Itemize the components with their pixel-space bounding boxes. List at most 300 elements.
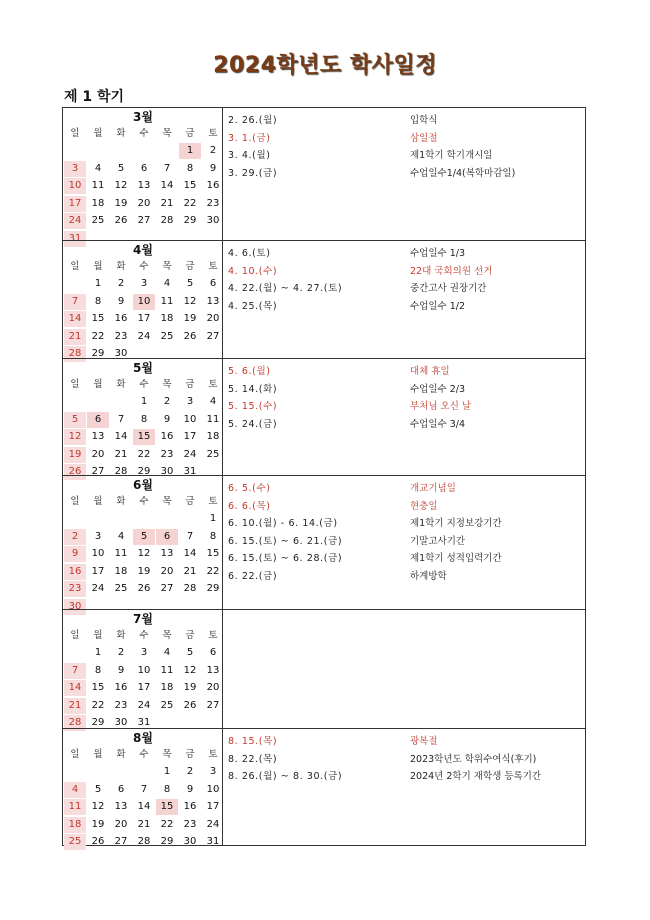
event-row — [228, 245, 583, 263]
weekday-label: 화 — [116, 379, 126, 390]
calendar-day: 13 — [206, 664, 220, 676]
event-text: 22대 국회의원 선거 — [410, 265, 493, 277]
calendar-day: 22 — [183, 197, 197, 209]
event-date: 6. 5.(수) — [228, 483, 271, 494]
calendar-day: 17 — [64, 196, 86, 212]
event-row — [228, 298, 583, 316]
month-title: 8월 — [133, 731, 153, 745]
calendar-day: 19 — [114, 197, 128, 209]
month-calendar — [63, 610, 223, 728]
calendar-day: 25 — [64, 834, 86, 850]
calendar-day: 18 — [206, 431, 220, 443]
calendar-day: 29 — [91, 348, 105, 360]
calendar-day: 14 — [137, 801, 151, 813]
calendar-day: 29 — [206, 583, 220, 595]
calendar-day: 2 — [186, 766, 194, 777]
calendar-day: 20 — [206, 682, 220, 694]
calendar-day: 29 — [160, 836, 174, 848]
calendar-day: 15 — [206, 548, 220, 560]
calendar-day: 8 — [186, 162, 194, 174]
calendar-day: 14 — [64, 311, 86, 327]
calendar-day: 26 — [91, 836, 105, 848]
month-block — [63, 108, 585, 244]
calendar-day: 5 — [117, 162, 125, 174]
calendar-day: 31 — [183, 466, 197, 478]
event-list — [228, 733, 583, 786]
calendar-day: 17 — [206, 801, 220, 813]
calendar-day: 2 — [117, 278, 125, 289]
event-text: 수업일수1/4(복학마감일) — [410, 167, 516, 179]
calendar-day: 14 — [183, 548, 197, 560]
event-text: 대체 휴일 — [410, 366, 450, 377]
calendar-day: 26 — [137, 583, 151, 595]
weekday-label: 일 — [70, 261, 80, 272]
calendar-day: 17 — [91, 565, 105, 577]
weekday-label: 금 — [185, 128, 195, 139]
calendar-day: 20 — [91, 448, 105, 460]
calendar-day: 22 — [137, 448, 151, 460]
month-title: 6월 — [133, 478, 153, 492]
weekday-label: 목 — [162, 630, 172, 641]
calendar-day: 13 — [206, 295, 220, 307]
month-calendar — [63, 359, 223, 478]
weekday-label: 일 — [70, 630, 80, 641]
calendar-day: 8 — [163, 783, 171, 795]
calendar-day: 6 — [209, 647, 217, 658]
event-date: 8. 26.(월) ~ 8. 30.(금) — [228, 771, 343, 782]
calendar-day: 31 — [206, 836, 220, 848]
event-text: 삼일절 — [410, 132, 438, 144]
event-text: 제1학기 지정보강기간 — [410, 518, 502, 529]
calendar-day: 8 — [209, 530, 217, 542]
calendar-day: 27 — [160, 583, 174, 595]
calendar-day: 15 — [133, 429, 155, 445]
calendar-day: 19 — [64, 447, 86, 463]
calendar-day: 9 — [186, 783, 194, 795]
calendar-day: 11 — [160, 664, 174, 676]
event-row — [228, 130, 583, 148]
weekday-label: 목 — [162, 496, 172, 507]
weekday-label: 수 — [139, 749, 149, 760]
weekday-label: 월 — [93, 496, 103, 507]
weekday-label: 월 — [93, 261, 103, 272]
calendar-day: 7 — [186, 530, 194, 542]
event-row — [228, 768, 583, 786]
calendar-day: 23 — [183, 818, 197, 830]
calendar-day: 14 — [64, 680, 86, 696]
calendar-day: 25 — [206, 448, 220, 460]
event-text: 수업일수 1/3 — [410, 248, 466, 259]
event-date: 6. 22.(금) — [228, 570, 278, 582]
calendar-day: 18 — [160, 682, 174, 694]
calendar-day: 12 — [137, 548, 151, 560]
calendar-day: 19 — [91, 818, 105, 830]
weekday-label: 수 — [139, 128, 149, 139]
calendar-day: 12 — [64, 429, 86, 445]
event-row — [228, 550, 583, 568]
schedule-table — [62, 107, 586, 846]
calendar-day: 16 — [160, 431, 174, 443]
event-date: 4. 10.(수) — [228, 265, 278, 277]
month-calendar — [63, 108, 223, 244]
calendar-day: 23 — [160, 448, 174, 460]
month-title: 7월 — [133, 612, 153, 626]
event-date: 4. 25.(목) — [228, 300, 278, 312]
weekday-label: 화 — [116, 630, 126, 641]
calendar-day: 24 — [91, 583, 105, 595]
calendar-day: 6 — [87, 412, 109, 428]
weekday-label: 금 — [185, 749, 195, 760]
calendar-day: 9 — [209, 162, 217, 174]
calendar-day: 17 — [137, 682, 151, 694]
calendar-day: 2 — [209, 145, 217, 156]
calendar-day: 10 — [183, 413, 197, 425]
calendar-day: 1 — [209, 513, 217, 524]
event-date: 3. 1.(금) — [228, 132, 271, 144]
calendar-day: 24 — [183, 448, 197, 460]
weekday-label: 금 — [185, 379, 195, 390]
calendar-day: 5 — [94, 783, 102, 795]
event-row — [228, 416, 583, 434]
event-row — [228, 533, 583, 551]
calendar-day: 15 — [183, 180, 197, 192]
event-date: 3. 4.(월) — [228, 150, 271, 161]
calendar-day: 1 — [179, 143, 201, 159]
event-text: 입학식 — [410, 115, 438, 126]
calendar-day: 7 — [163, 162, 171, 174]
calendar-day: 21 — [160, 197, 174, 209]
calendar-day: 26 — [183, 330, 197, 342]
calendar-day: 20 — [114, 818, 128, 830]
calendar-day: 14 — [160, 180, 174, 192]
event-text: 개교기념일 — [410, 483, 456, 494]
calendar-day: 30 — [206, 215, 220, 227]
weekday-label: 토 — [208, 379, 218, 390]
calendar-day: 3 — [94, 530, 102, 542]
calendar-day: 30 — [183, 836, 197, 848]
calendar-day: 10 — [206, 783, 220, 795]
calendar-day: 3 — [186, 396, 194, 407]
weekday-label: 금 — [185, 630, 195, 641]
semester-heading: 제 1 학기 — [64, 89, 125, 105]
event-date: 5. 14.(화) — [228, 383, 278, 395]
event-row — [228, 515, 583, 533]
calendar-day: 19 — [137, 565, 151, 577]
calendar-day: 16 — [114, 313, 128, 325]
weekday-label: 화 — [116, 749, 126, 760]
calendar-day: 7 — [117, 413, 125, 425]
event-text: 제1학기 성적입력기간 — [410, 553, 502, 564]
event-row — [228, 165, 583, 183]
calendar-day: 26 — [114, 215, 128, 227]
calendar-day: 21 — [183, 565, 197, 577]
calendar-day: 1 — [94, 647, 102, 658]
weekday-label: 토 — [208, 128, 218, 139]
event-text: 2024년 2학기 재학생 등록기간 — [410, 771, 542, 782]
weekday-label: 목 — [162, 261, 172, 272]
month-calendar — [63, 476, 223, 612]
calendar-day: 27 — [91, 466, 105, 478]
event-text: 2023학년도 학위수여식(후기) — [410, 753, 537, 765]
event-date: 5. 6.(월) — [228, 366, 271, 377]
event-text: 제1학기 학기개시일 — [410, 150, 493, 161]
calendar-day: 21 — [137, 818, 151, 830]
calendar-day: 16 — [114, 682, 128, 694]
calendar-day: 24 — [137, 330, 151, 342]
event-date: 4. 6.(토) — [228, 248, 271, 259]
weekday-label: 금 — [185, 496, 195, 507]
calendar-day: 29 — [91, 717, 105, 729]
calendar-day: 28 — [114, 466, 128, 478]
calendar-day: 22 — [91, 330, 105, 342]
calendar-day: 11 — [114, 548, 128, 560]
calendar-day: 6 — [140, 162, 148, 174]
calendar-day: 26 — [183, 699, 197, 711]
weekday-label: 수 — [139, 261, 149, 272]
calendar-day: 6 — [117, 783, 125, 795]
event-date: 5. 24.(금) — [228, 418, 278, 430]
calendar-day: 28 — [183, 583, 197, 595]
month-calendar — [63, 729, 223, 848]
calendar-day: 4 — [117, 530, 125, 542]
event-text: 부처님 오신 날 — [410, 401, 472, 412]
calendar-day: 11 — [206, 413, 220, 425]
calendar-day: 13 — [137, 180, 151, 192]
calendar-day: 16 — [183, 801, 197, 813]
weekday-label: 월 — [93, 749, 103, 760]
calendar-day: 9 — [163, 413, 171, 425]
event-list — [228, 480, 583, 585]
event-row — [228, 498, 583, 516]
calendar-day: 27 — [137, 215, 151, 227]
event-text: 현충일 — [410, 500, 438, 512]
event-date: 4. 22.(월) ~ 4. 27.(토) — [228, 283, 343, 294]
event-text: 중간고사 권장기간 — [410, 283, 487, 294]
calendar-day: 21 — [64, 329, 86, 345]
calendar-day: 11 — [91, 180, 105, 192]
calendar-day: 27 — [114, 836, 128, 848]
calendar-day: 13 — [114, 801, 128, 813]
calendar-day: 23 — [114, 330, 128, 342]
event-date: 2. 26.(월) — [228, 115, 278, 126]
event-date: 6. 6.(목) — [228, 500, 271, 512]
calendar-day: 4 — [209, 396, 217, 407]
event-date: 5. 15.(수) — [228, 401, 278, 412]
calendar-day: 25 — [160, 699, 174, 711]
calendar-day: 22 — [91, 699, 105, 711]
month-block — [63, 728, 585, 848]
calendar-day: 19 — [183, 682, 197, 694]
calendar-day: 12 — [183, 295, 197, 307]
calendar-day: 24 — [206, 818, 220, 830]
calendar-day: 8 — [94, 664, 102, 676]
calendar-day: 3 — [64, 161, 86, 177]
calendar-day: 9 — [117, 295, 125, 307]
event-text: 수업일수 2/3 — [410, 383, 466, 395]
calendar-day: 4 — [163, 647, 171, 658]
calendar-day: 13 — [160, 548, 174, 560]
calendar-day: 18 — [114, 565, 128, 577]
weekday-label: 화 — [116, 261, 126, 272]
calendar-day: 17 — [183, 431, 197, 443]
weekday-label: 월 — [93, 630, 103, 641]
calendar-day: 28 — [160, 215, 174, 227]
weekday-label: 목 — [162, 749, 172, 760]
calendar-day: 30 — [114, 348, 128, 360]
calendar-day: 30 — [114, 717, 128, 729]
calendar-day: 29 — [183, 215, 197, 227]
calendar-day: 4 — [64, 782, 86, 798]
calendar-day: 7 — [64, 294, 86, 310]
calendar-day: 16 — [64, 564, 86, 580]
calendar-day: 21 — [114, 448, 128, 460]
calendar-day: 3 — [209, 766, 217, 777]
weekday-label: 토 — [208, 496, 218, 507]
calendar-day: 31 — [137, 717, 151, 729]
month-block — [63, 609, 585, 728]
calendar-day: 22 — [160, 818, 174, 830]
event-date: 3. 29.(금) — [228, 167, 278, 179]
event-row — [228, 280, 583, 298]
weekday-label: 목 — [162, 128, 172, 139]
calendar-day: 16 — [206, 180, 220, 192]
event-text: 광복절 — [410, 736, 438, 747]
calendar-day: 24 — [137, 699, 151, 711]
calendar-day: 12 — [114, 180, 128, 192]
month-block — [63, 240, 585, 358]
calendar-day: 20 — [206, 313, 220, 325]
calendar-day: 14 — [114, 431, 128, 443]
calendar-day: 20 — [160, 565, 174, 577]
weekday-label: 일 — [70, 379, 80, 390]
calendar-day: 2 — [163, 396, 171, 407]
calendar-day: 5 — [186, 278, 194, 289]
weekday-label: 월 — [93, 128, 103, 139]
event-date: 6. 15.(토) ~ 6. 21.(금) — [228, 535, 343, 547]
calendar-day: 10 — [64, 178, 86, 194]
event-list — [228, 245, 583, 315]
calendar-day: 26 — [64, 464, 86, 480]
calendar-day: 19 — [183, 313, 197, 325]
calendar-day: 20 — [137, 197, 151, 209]
calendar-day: 18 — [91, 197, 105, 209]
weekday-label: 화 — [116, 128, 126, 139]
calendar-day: 23 — [114, 699, 128, 711]
calendar-day: 4 — [94, 162, 102, 174]
event-list — [228, 363, 583, 433]
event-row — [228, 751, 583, 769]
calendar-day: 9 — [117, 664, 125, 676]
calendar-day: 24 — [64, 213, 86, 229]
calendar-day: 30 — [160, 466, 174, 478]
month-title: 3월 — [133, 110, 153, 124]
weekday-label: 토 — [208, 261, 218, 272]
event-date: 8. 22.(목) — [228, 753, 278, 765]
event-list — [228, 112, 583, 182]
calendar-day: 11 — [64, 799, 86, 815]
calendar-day: 7 — [140, 783, 148, 795]
calendar-day: 18 — [64, 817, 86, 833]
calendar-day: 25 — [114, 583, 128, 595]
event-row — [228, 381, 583, 399]
weekday-label: 수 — [139, 496, 149, 507]
calendar-day: 27 — [206, 699, 220, 711]
month-title: 5월 — [133, 361, 153, 375]
calendar-day: 31 — [64, 231, 86, 247]
calendar-day: 30 — [64, 599, 86, 615]
calendar-day: 11 — [160, 295, 174, 307]
calendar-day: 23 — [64, 581, 86, 597]
event-date: 6. 10.(월) - 6. 14.(금) — [228, 518, 338, 529]
event-text: 수업일수 3/4 — [410, 418, 466, 430]
event-row — [228, 568, 583, 586]
event-text: 기말고사기간 — [410, 535, 466, 547]
weekday-label: 수 — [139, 630, 149, 641]
calendar-day: 8 — [140, 413, 148, 425]
calendar-day: 2 — [117, 647, 125, 658]
month-block — [63, 358, 585, 478]
calendar-day: 22 — [206, 565, 220, 577]
event-text: 하계방학 — [410, 570, 447, 582]
calendar-day: 12 — [183, 664, 197, 676]
calendar-day: 5 — [133, 529, 155, 545]
weekday-label: 수 — [139, 379, 149, 390]
weekday-label: 목 — [162, 379, 172, 390]
calendar-day: 5 — [64, 412, 86, 428]
calendar-day: 1 — [163, 766, 171, 777]
calendar-day: 27 — [206, 330, 220, 342]
month-title: 4월 — [133, 243, 153, 257]
calendar-day: 2 — [64, 529, 86, 545]
calendar-day: 9 — [64, 546, 86, 562]
weekday-label: 월 — [93, 379, 103, 390]
calendar-day: 23 — [206, 197, 220, 209]
event-date: 8. 15.(목) — [228, 736, 278, 747]
calendar-day: 6 — [156, 529, 178, 545]
calendar-day: 7 — [64, 663, 86, 679]
calendar-day: 15 — [91, 313, 105, 325]
calendar-day: 3 — [140, 278, 148, 289]
calendar-day: 12 — [91, 801, 105, 813]
event-row — [228, 398, 583, 416]
calendar-day: 3 — [140, 647, 148, 658]
event-row — [228, 363, 583, 381]
calendar-day: 1 — [94, 278, 102, 289]
weekday-label: 화 — [116, 496, 126, 507]
calendar-day: 10 — [91, 548, 105, 560]
event-row — [228, 147, 583, 165]
calendar-day: 15 — [91, 682, 105, 694]
month-block — [63, 475, 585, 612]
calendar-day: 21 — [64, 698, 86, 714]
event-text: 수업일수 1/2 — [410, 300, 466, 312]
month-calendar — [63, 241, 223, 358]
page-title: 2024학년도 학사일정 — [213, 53, 437, 78]
calendar-day: 17 — [137, 313, 151, 325]
calendar-day: 25 — [160, 330, 174, 342]
calendar-day: 15 — [156, 799, 178, 815]
event-row — [228, 480, 583, 498]
weekday-label: 일 — [70, 128, 80, 139]
calendar-day: 1 — [140, 396, 148, 407]
calendar-day: 8 — [94, 295, 102, 307]
event-row — [228, 112, 583, 130]
weekday-label: 토 — [208, 749, 218, 760]
event-row — [228, 733, 583, 751]
calendar-day: 5 — [186, 647, 194, 658]
weekday-label: 토 — [208, 630, 218, 641]
calendar-day: 29 — [137, 466, 151, 478]
